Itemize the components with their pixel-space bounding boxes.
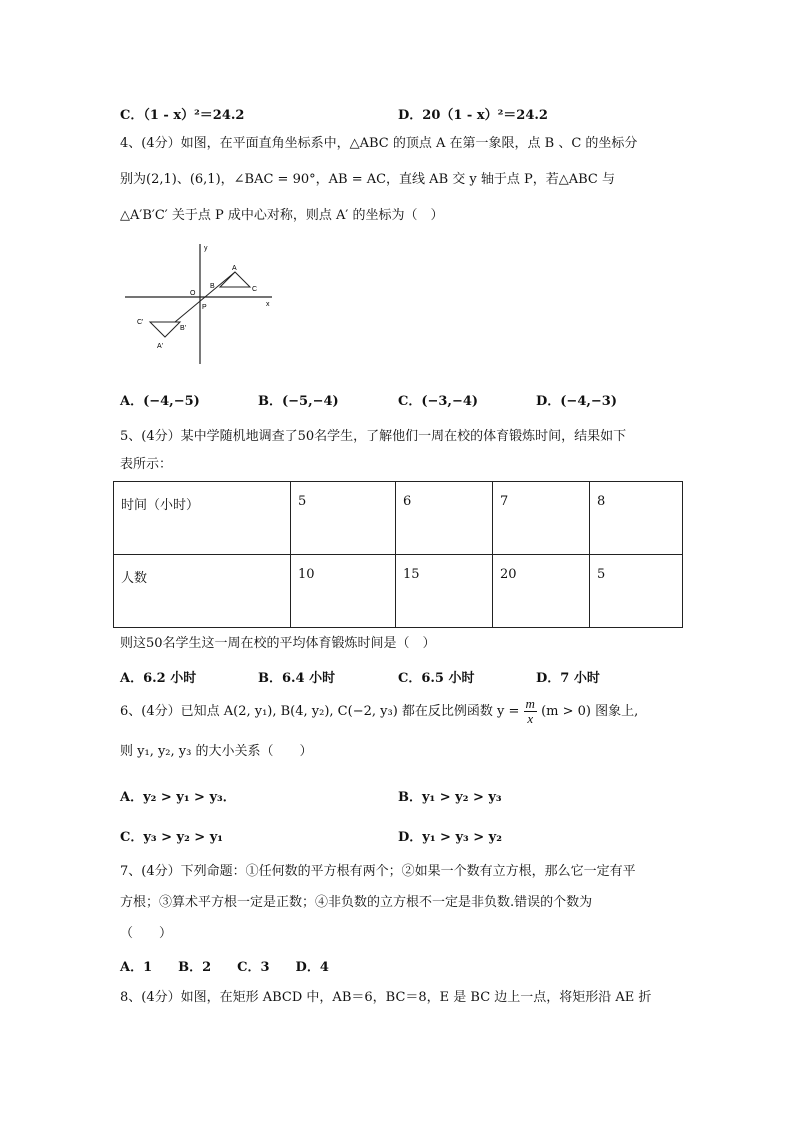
table-row bbox=[114, 555, 683, 628]
q4-option-d: D．(−4,−3) bbox=[536, 394, 617, 409]
q6-option-c: C．y₃ > y₂ > y₁ bbox=[120, 830, 223, 845]
point-p-label: P bbox=[202, 304, 207, 311]
table-cell: 7 bbox=[493, 482, 590, 555]
q5-option-b: B．6.4 小时 bbox=[258, 671, 336, 686]
q7-options: A．1 B．2 C．3 D．4 bbox=[120, 960, 329, 975]
q6-option-b: B．y₁ > y₂ > y₃ bbox=[398, 790, 502, 805]
point-b-label: B bbox=[210, 283, 215, 290]
q5-option-a: A．6.2 小时 bbox=[120, 671, 197, 686]
q6-option-a: A．y₂ > y₁ > y₃． bbox=[120, 790, 236, 805]
point-a2-label: A' bbox=[157, 343, 164, 350]
origin-label: O bbox=[190, 290, 196, 297]
x-axis-label: x bbox=[266, 301, 270, 308]
q7-text-line3: （ ） bbox=[120, 926, 173, 941]
table-cell: 时间（小时） bbox=[114, 482, 291, 555]
q4-option-b: B．(−5,−4) bbox=[258, 394, 339, 409]
table-cell: 6 bbox=[396, 482, 493, 555]
point-a-label: A bbox=[232, 265, 237, 272]
q6-text-line1 bbox=[120, 695, 638, 729]
table-row bbox=[114, 482, 683, 555]
q6-option-d: D．y₁ > y₃ > y₂ bbox=[398, 830, 502, 845]
table-cell: 5 bbox=[291, 482, 396, 555]
q6-text-part1: 6、(4分）已知点 A(2, y₁), B(4, y₂), C(−2, y₃) 都在反比例函数 y = bbox=[120, 704, 520, 719]
table-cell: 20 bbox=[493, 555, 590, 628]
triangle-abc bbox=[220, 272, 250, 287]
table-cell: 人数 bbox=[114, 555, 291, 628]
q4-text-line2: 别为(2,1)、(6,1)，∠BAC = 90°，AB = AC，直线 AB 交 y 轴于点 P，若△ABC 与 bbox=[120, 172, 616, 187]
q5-data-table bbox=[113, 481, 683, 628]
q3-option-d: D．20（1 - x）²＝24.2 bbox=[398, 108, 548, 123]
q5-text-line1: 5、(4分）某中学随机地调查了50名学生，了解他们一周在校的体育锻炼时间，结果如下 bbox=[120, 429, 627, 444]
table-cell: 10 bbox=[291, 555, 396, 628]
q4-text-line1: 4、(4分）如图，在平面直角坐标系中，△ABC 的顶点 A 在第一象限，点 B 、C 的坐标分 bbox=[120, 136, 638, 151]
fraction-m-over-x bbox=[524, 697, 537, 726]
q3-option-c: C．（1 - x）²＝24.2 bbox=[120, 108, 245, 123]
q4-option-a: A．(−4,−5) bbox=[120, 394, 200, 409]
q8-text-line1: 8、(4分）如图，在矩形 ABCD 中，AB＝6，BC＝8，E 是 BC 边上一点，将矩形沿 AE 折 bbox=[120, 990, 652, 1005]
y-axis-label: y bbox=[204, 245, 208, 252]
point-c2-label: C' bbox=[137, 319, 144, 326]
q6-text-part2: (m > 0) 图象上, bbox=[541, 704, 639, 719]
q5-text-line2: 表所示： bbox=[120, 457, 173, 472]
point-c-label: C bbox=[252, 286, 258, 293]
point-b2-label: B' bbox=[180, 325, 187, 332]
table-cell: 5 bbox=[590, 555, 683, 628]
fraction-denominator: x bbox=[527, 711, 534, 726]
fraction-numerator: m bbox=[525, 696, 535, 711]
q5-question: 则这50名学生这一周在校的平均体育锻炼时间是（ ） bbox=[120, 636, 436, 651]
q7-text-line1: 7、(4分）下列命题：①任何数的平方根有两个；②如果一个数有立方根，那么它一定有平 bbox=[120, 864, 636, 879]
q5-option-d: D．7 小时 bbox=[536, 671, 600, 686]
q4-coordinate-figure bbox=[120, 238, 280, 368]
table-cell: 15 bbox=[396, 555, 493, 628]
q4-option-c: C．(−3,−4) bbox=[398, 394, 479, 409]
q7-text-line2: 方根；③算术平方根一定是正数；④非负数的立方根不一定是非负数.错误的个数为 bbox=[120, 895, 593, 910]
q6-text-line2: 则 y₁, y₂, y₃ 的大小关系（ ） bbox=[120, 744, 313, 759]
table-cell: 8 bbox=[590, 482, 683, 555]
q5-option-c: C．6.5 小时 bbox=[398, 671, 475, 686]
q4-text-line3: △A′B′C′ 关于点 P 成中心对称，则点 A′ 的坐标为（ ） bbox=[120, 208, 444, 223]
triangle-a2b2c2 bbox=[150, 322, 180, 337]
